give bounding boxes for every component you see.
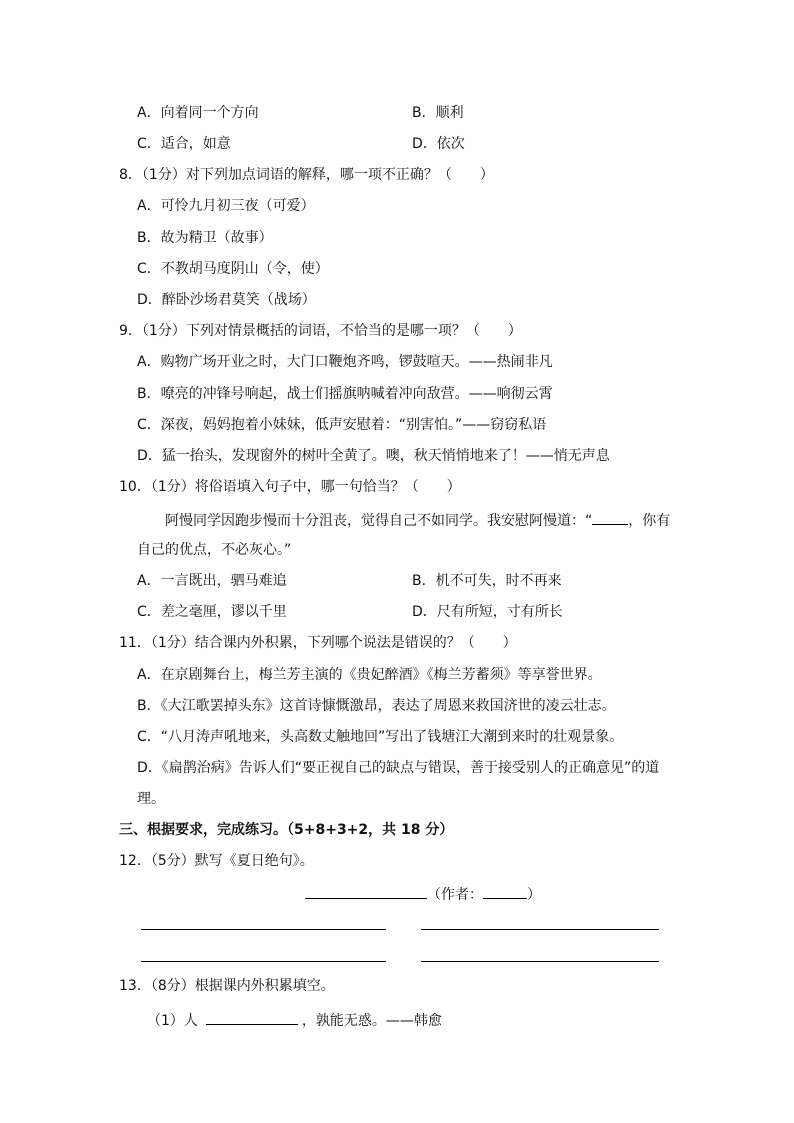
section-3-title: 三、根据要求，完成练习。（5+8+3+2，共 18 分） bbox=[119, 822, 454, 838]
q8-option-a: A．可怜九月初三夜（可爱） bbox=[137, 198, 315, 214]
q10-passage-line1 bbox=[165, 510, 670, 530]
q8-option-c: C．不教胡马度阴山（令，使） bbox=[137, 261, 329, 277]
q9-option-b: B．嘹亮的冲锋号响起，战士们摇旗呐喊着冲向敌营。——响彻云霄 bbox=[137, 386, 553, 402]
q12-line4-blank[interactable] bbox=[421, 961, 659, 962]
q13-stem: 13．（8分）根据课内外积累填空。 bbox=[119, 978, 335, 994]
q10-option-d: D．尺有所短，寸有所长 bbox=[412, 604, 563, 620]
q10-option-a: A．一言既出，驷马难追 bbox=[137, 573, 287, 589]
q10-passage-line2: 自己的优点，不必灰心。” bbox=[137, 542, 292, 558]
q11-option-c: C．“八月涛声吼地来，头高数丈触地回”写出了钱塘江大潮到来时的壮观景象。 bbox=[137, 729, 624, 745]
q12-line3-blank[interactable] bbox=[141, 961, 386, 962]
q7-option-d: D．依次 bbox=[412, 136, 465, 152]
q10-passage-text: 阿慢同学因跑步慢而十分沮丧，觉得自己不如同学。我安慰阿慢道：“ bbox=[165, 513, 593, 529]
q11-option-d: D．《扁鹊治病》告诉人们“要正视自己的缺点与错误，善于接受别人的正确意见”的道 bbox=[137, 760, 660, 776]
q12-author-blank[interactable] bbox=[483, 884, 527, 899]
q9-option-d: D．猛一抬头，发现窗外的树叶全黄了。噢，秋天悄悄地来了！——悄无声息 bbox=[137, 448, 610, 464]
q8-option-d: D．醉卧沙场君莫笑（战场） bbox=[137, 292, 316, 308]
q10-stem: 10．（1分）将俗语填入句子中，哪一句恰当？（ ） bbox=[119, 479, 461, 495]
q13-item1-blank[interactable] bbox=[206, 1010, 298, 1025]
q12-line1-blank[interactable] bbox=[141, 929, 386, 930]
q12-stem: 12．（5分）默写《夏日绝句》。 bbox=[119, 853, 314, 869]
q7-option-b: B．顺利 bbox=[412, 105, 464, 121]
q8-option-b: B．故为精卫（故事） bbox=[137, 230, 273, 246]
q12-title-blank[interactable] bbox=[305, 898, 427, 899]
q13-item1-prefix: （1）人 bbox=[147, 1013, 198, 1029]
q11-option-b: B．《大江歌罢掉头东》这首诗慷慨激昂，表达了周恩来救国济世的凌云壮志。 bbox=[137, 698, 616, 714]
q13-item1-suffix: ，孰能无惑。——韩愈 bbox=[301, 1013, 442, 1029]
q12-author-open: （作者： bbox=[427, 887, 483, 903]
q11-option-d-continuation: 理。 bbox=[137, 791, 165, 807]
q7-option-c: C．适合，如意 bbox=[137, 136, 231, 152]
q9-option-c: C．深夜，妈妈抱着小妹妹，低声安慰着：“别害怕。”——窃窃私语 bbox=[137, 417, 547, 433]
q8-stem: 8．（1分）对下列加点词语的解释，哪一项不正确？（ ） bbox=[119, 167, 494, 183]
q9-stem: 9．（1分）下列对情景概括的词语，不恰当的是哪一项？（ ） bbox=[119, 323, 522, 339]
q11-stem: 11．（1分）结合课内外积累，下列哪个说法是错误的？（ ） bbox=[119, 635, 517, 651]
q9-option-a: A．购物广场开业之时，大门口鞭炮齐鸣，锣鼓喧天。——热闹非凡 bbox=[137, 354, 553, 370]
q10-answer-blank[interactable] bbox=[592, 510, 628, 525]
q12-author-label bbox=[427, 884, 541, 904]
q11-option-a: A．在京剧舞台上，梅兰芳主演的《贵妃醉酒》《梅兰芳蓄须》等享誉世界。 bbox=[137, 667, 602, 683]
q10-passage-text-end: ，你有 bbox=[628, 513, 671, 529]
q10-option-c: C．差之毫厘，谬以千里 bbox=[137, 604, 287, 620]
q12-author-close: ） bbox=[527, 887, 541, 903]
q7-option-a: A．向着同一个方向 bbox=[137, 105, 259, 121]
q13-item-1 bbox=[147, 1010, 442, 1030]
q10-option-b: B．机不可失，时不再来 bbox=[412, 573, 562, 589]
q12-line2-blank[interactable] bbox=[421, 929, 659, 930]
